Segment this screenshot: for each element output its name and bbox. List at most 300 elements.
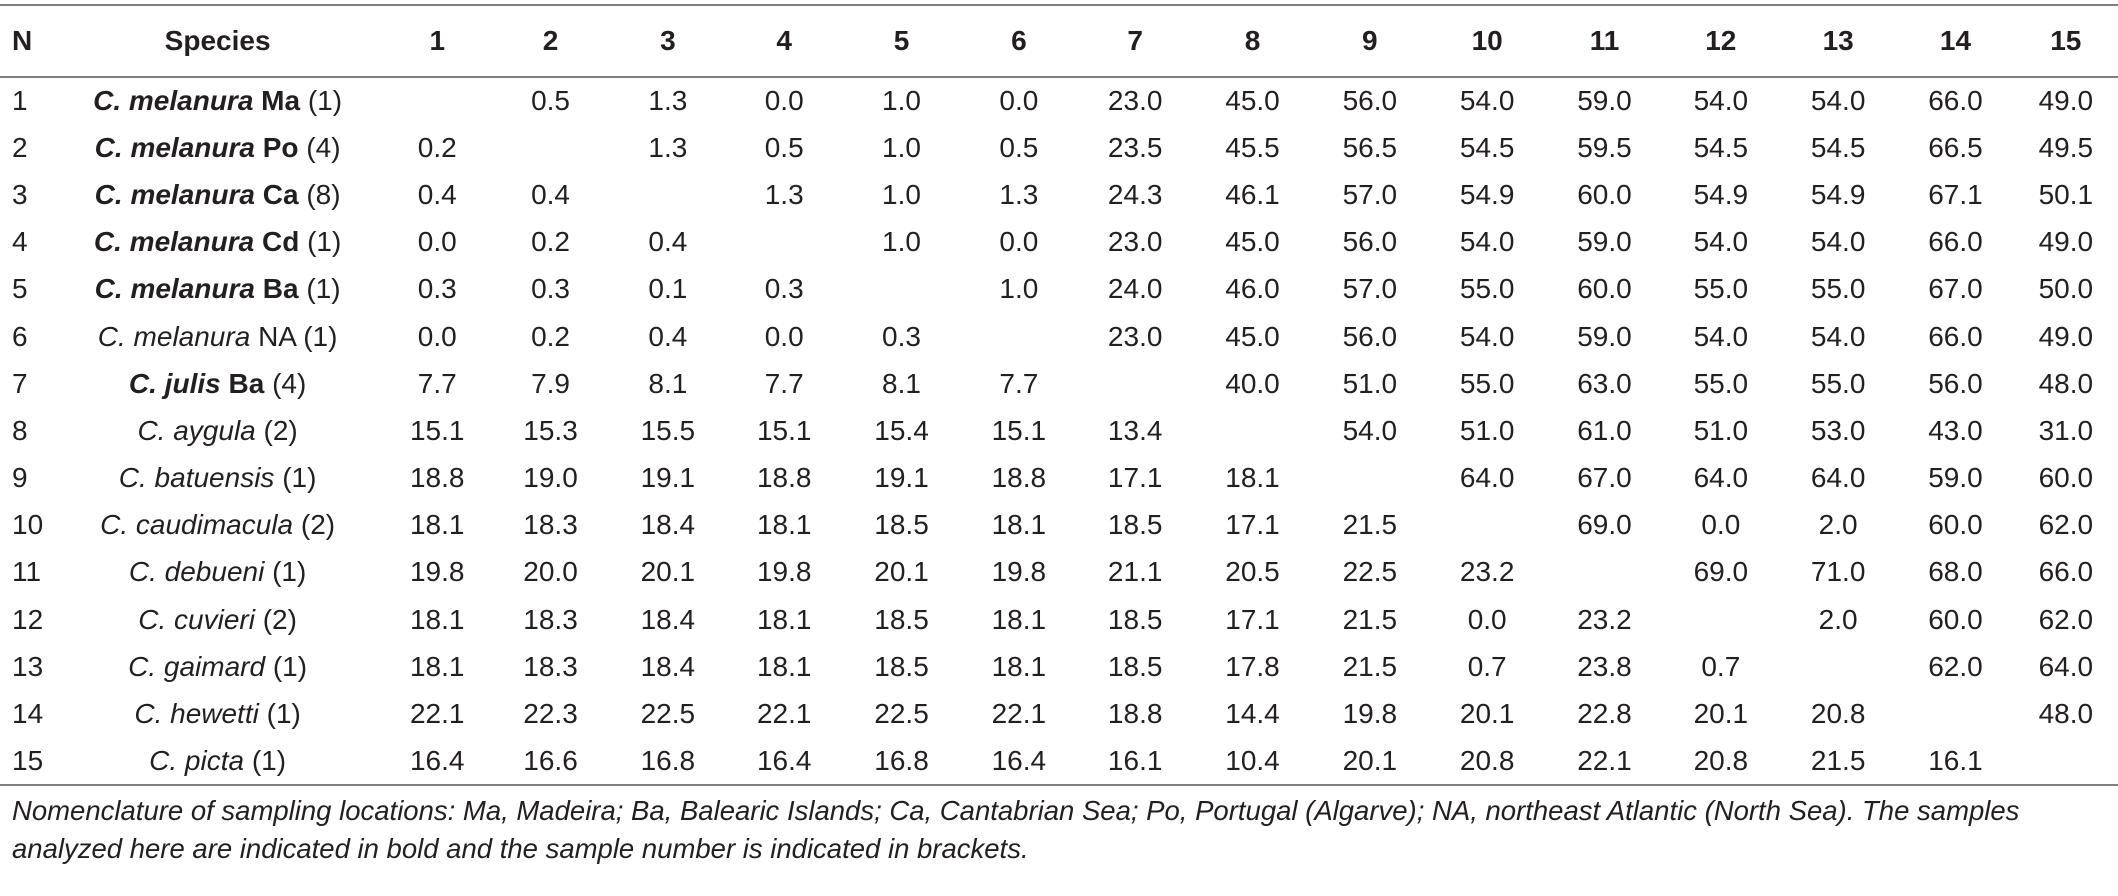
species-location: Po bbox=[262, 131, 299, 163]
distance-cell: 64.0 bbox=[2038, 650, 2094, 682]
distance-cell: 0.0 bbox=[1467, 603, 1507, 635]
species-sample-count: (2) bbox=[263, 414, 298, 446]
species-cell bbox=[52, 407, 383, 454]
species-genus: C. batuensis bbox=[118, 462, 275, 494]
species-location: NA bbox=[258, 320, 296, 352]
distance-cell: 68.0 bbox=[1928, 556, 1983, 588]
distance-cell: 18.1 bbox=[1225, 462, 1280, 494]
distance-cell: 66.0 bbox=[1928, 226, 1983, 258]
distance-cell bbox=[1546, 549, 1662, 596]
table-row bbox=[0, 360, 2118, 407]
distance-cell: 24.3 bbox=[1107, 178, 1163, 210]
distance-cell: 0.0 bbox=[999, 226, 1039, 258]
column-header-8: 8 bbox=[1193, 5, 1311, 77]
distance-cell: 66.0 bbox=[1928, 85, 1983, 117]
distance-cell: 51.0 bbox=[1459, 414, 1515, 446]
distance-cell: 18.1 bbox=[756, 650, 812, 682]
species-genus: C. hewetti bbox=[134, 698, 259, 730]
distance-cell: 22.5 bbox=[874, 698, 929, 730]
species-cell bbox=[52, 360, 383, 407]
row-number: 12 bbox=[12, 603, 44, 635]
row-number: 13 bbox=[12, 650, 44, 682]
species-sample-count: (4) bbox=[272, 367, 307, 399]
distance-cell: 1.3 bbox=[648, 85, 688, 117]
distance-cell: 54.0 bbox=[1810, 320, 1866, 352]
distance-cell: 1.0 bbox=[882, 85, 921, 117]
distance-cell: 60.0 bbox=[1577, 273, 1632, 305]
distance-cell: 59.0 bbox=[1577, 85, 1632, 117]
distance-cell: 56.0 bbox=[1342, 85, 1398, 117]
species-sample-count: (1) bbox=[251, 744, 287, 776]
table-row bbox=[0, 313, 2118, 360]
distance-cell: 54.9 bbox=[1693, 178, 1749, 210]
distance-cell: 23.0 bbox=[1107, 85, 1163, 117]
row-number: 10 bbox=[12, 509, 44, 541]
distance-cell: 20.8 bbox=[1428, 738, 1546, 785]
distance-cell: 0.0 bbox=[417, 226, 457, 258]
distance-cell: 51.0 bbox=[1342, 367, 1398, 399]
distance-cell: 18.8 bbox=[756, 462, 812, 494]
distance-cell: 19.8 bbox=[756, 556, 812, 588]
distance-cell: 56.0 bbox=[1928, 367, 1983, 399]
distance-cell: 54.0 bbox=[1810, 226, 1866, 258]
distance-cell: 18.1 bbox=[409, 509, 465, 541]
distance-cell: 21.5 bbox=[1342, 509, 1398, 541]
distance-cell: 54.9 bbox=[1459, 178, 1515, 210]
species-genus: C. melanura bbox=[93, 226, 255, 258]
header-row bbox=[0, 5, 2118, 77]
distance-cell: 15.3 bbox=[523, 414, 578, 446]
species-genus: C. melanura bbox=[97, 320, 251, 352]
distance-cell: 20.1 bbox=[1459, 698, 1515, 730]
distance-cell: 69.0 bbox=[1577, 509, 1632, 541]
distance-cell: 18.4 bbox=[640, 603, 696, 635]
distance-cell bbox=[961, 313, 1077, 360]
table-row bbox=[0, 455, 2118, 502]
distance-cell: 49.0 bbox=[2038, 85, 2094, 117]
distance-cell: 19.8 bbox=[1342, 698, 1398, 730]
row-number: 9 bbox=[12, 462, 28, 494]
species-genus: C. melanura bbox=[94, 131, 255, 163]
distance-cell: 67.1 bbox=[1928, 178, 1983, 210]
distance-cell: 23.0 bbox=[1107, 226, 1163, 258]
distance-cell: 53.0 bbox=[1810, 414, 1866, 446]
distance-cell: 7.9 bbox=[531, 367, 570, 399]
species-sample-count: (4) bbox=[306, 131, 341, 163]
distance-cell: 20.1 bbox=[1693, 698, 1749, 730]
distance-cell: 54.0 bbox=[1810, 85, 1866, 117]
distance-cell: 55.0 bbox=[1810, 367, 1866, 399]
distance-cell: 43.0 bbox=[1928, 414, 1983, 446]
distance-cell: 49.0 bbox=[2038, 226, 2094, 258]
distance-cell: 15.4 bbox=[874, 414, 929, 446]
distance-cell: 57.0 bbox=[1342, 273, 1398, 305]
column-header-5: 5 bbox=[842, 5, 960, 77]
row-number: 5 bbox=[12, 273, 28, 305]
distance-cell: 22.8 bbox=[1577, 698, 1632, 730]
species-cell bbox=[52, 124, 383, 171]
row-number: 11 bbox=[12, 556, 42, 588]
distance-cell: 13.4 bbox=[1107, 414, 1163, 446]
distance-cell bbox=[726, 219, 842, 266]
distance-cell: 17.1 bbox=[1107, 462, 1163, 494]
species-location: Ca bbox=[262, 178, 299, 210]
species-sample-count: (8) bbox=[306, 178, 341, 210]
species-genus: C. caudimacula bbox=[100, 509, 294, 541]
distance-cell: 54.5 bbox=[1810, 131, 1866, 163]
column-header-species: Species bbox=[52, 5, 383, 77]
distance-cell: 16.4 bbox=[726, 738, 842, 785]
distance-cell: 18.1 bbox=[756, 509, 812, 541]
row-number: 4 bbox=[12, 226, 28, 258]
distance-cell: 18.5 bbox=[1107, 603, 1163, 635]
distance-cell: 0.2 bbox=[531, 226, 570, 258]
distance-cell: 18.1 bbox=[991, 650, 1047, 682]
species-genus: C. melanura bbox=[93, 85, 254, 117]
distance-cell: 45.0 bbox=[1225, 226, 1280, 258]
distance-cell: 18.1 bbox=[409, 603, 465, 635]
row-number: 7 bbox=[12, 367, 28, 399]
distance-cell: 18.1 bbox=[991, 509, 1047, 541]
species-genus: C. melanura bbox=[94, 178, 255, 210]
distance-cell: 54.0 bbox=[1342, 414, 1398, 446]
distance-cell: 48.0 bbox=[2038, 367, 2094, 399]
distance-cell: 16.4 bbox=[961, 738, 1077, 785]
table-row bbox=[0, 549, 2118, 596]
distance-cell: 59.0 bbox=[1577, 226, 1632, 258]
row-number: 2 bbox=[12, 131, 28, 163]
distance-cell: 56.0 bbox=[1342, 226, 1398, 258]
distance-cell: 0.4 bbox=[531, 178, 570, 210]
species-location: Cd bbox=[261, 226, 300, 258]
column-header-4: 4 bbox=[726, 5, 842, 77]
distance-cell bbox=[1663, 596, 1779, 643]
row-number: 6 bbox=[12, 320, 28, 352]
species-sample-count: (2) bbox=[300, 509, 336, 541]
distance-cell: 1.3 bbox=[764, 178, 804, 210]
distance-cell: 22.1 bbox=[1546, 738, 1662, 785]
species-cell bbox=[52, 219, 383, 266]
distance-cell: 23.2 bbox=[1459, 556, 1515, 588]
distance-cell: 23.2 bbox=[1577, 603, 1632, 635]
distance-cell: 20.0 bbox=[523, 556, 578, 588]
distance-cell: 18.5 bbox=[1107, 650, 1163, 682]
distance-cell: 15.1 bbox=[756, 414, 812, 446]
distance-cell: 22.5 bbox=[1342, 556, 1398, 588]
distance-cell: 60.0 bbox=[1928, 603, 1983, 635]
distance-cell: 54.0 bbox=[1693, 226, 1749, 258]
distance-cell: 54.0 bbox=[1459, 320, 1515, 352]
distance-cell: 0.0 bbox=[417, 320, 457, 352]
species-cell bbox=[52, 171, 383, 218]
distance-cell: 54.0 bbox=[1459, 226, 1515, 258]
distance-cell: 17.8 bbox=[1225, 650, 1280, 682]
distance-cell: 18.1 bbox=[409, 650, 465, 682]
row-number: 15 bbox=[0, 738, 52, 785]
distance-cell: 22.3 bbox=[523, 698, 578, 730]
distance-cell: 54.5 bbox=[1459, 131, 1515, 163]
table-row bbox=[0, 266, 2118, 313]
distance-cell: 21.1 bbox=[1107, 556, 1163, 588]
distance-cell bbox=[383, 77, 491, 124]
distance-cell: 18.1 bbox=[991, 603, 1047, 635]
distance-cell: 55.0 bbox=[1459, 273, 1515, 305]
distance-cell: 18.3 bbox=[523, 650, 578, 682]
distance-cell: 19.8 bbox=[991, 556, 1047, 588]
species-sample-count: (1) bbox=[272, 556, 307, 588]
distance-cell: 60.0 bbox=[2038, 462, 2094, 494]
distance-cell: 22.5 bbox=[640, 698, 696, 730]
distance-cell: 10.4 bbox=[1193, 738, 1311, 785]
row-number: 14 bbox=[12, 698, 44, 730]
distance-cell: 18.5 bbox=[874, 650, 929, 682]
distance-cell: 0.5 bbox=[764, 131, 804, 163]
distance-cell: 17.1 bbox=[1225, 509, 1280, 541]
distance-cell: 45.0 bbox=[1225, 320, 1280, 352]
species-location: Ba bbox=[262, 273, 299, 305]
distance-cell: 1.0 bbox=[882, 178, 921, 210]
distance-cell: 16.1 bbox=[1897, 738, 2013, 785]
distance-cell: 20.8 bbox=[1810, 698, 1866, 730]
column-header-9: 9 bbox=[1312, 5, 1428, 77]
distance-cell: 54.5 bbox=[1693, 131, 1749, 163]
species-sample-count: (1) bbox=[307, 85, 343, 117]
distance-cell: 18.5 bbox=[874, 603, 929, 635]
row-number: 8 bbox=[12, 414, 28, 446]
table-row bbox=[0, 502, 2118, 549]
distance-cell: 62.0 bbox=[2038, 509, 2094, 541]
distance-cell: 20.1 bbox=[640, 556, 696, 588]
table-row bbox=[0, 171, 2118, 218]
distance-cell: 18.8 bbox=[991, 462, 1047, 494]
distance-cell: 50.1 bbox=[2038, 178, 2094, 210]
distance-cell bbox=[610, 171, 726, 218]
species-sample-count: (1) bbox=[282, 462, 317, 494]
distance-cell bbox=[1312, 455, 1428, 502]
distance-cell: 0.4 bbox=[648, 226, 688, 258]
species-location: Ma bbox=[261, 85, 301, 117]
distance-cell: 56.0 bbox=[1342, 320, 1398, 352]
distance-cell: 59.5 bbox=[1577, 131, 1632, 163]
species-sample-count: (1) bbox=[307, 226, 342, 258]
distance-cell: 64.0 bbox=[1693, 462, 1749, 494]
distance-cell: 20.1 bbox=[1312, 738, 1428, 785]
distance-cell: 18.4 bbox=[640, 509, 696, 541]
distance-cell: 20.8 bbox=[1663, 738, 1779, 785]
distance-cell: 31.0 bbox=[2038, 414, 2094, 446]
distance-cell: 54.0 bbox=[1693, 320, 1749, 352]
distance-cell: 1.0 bbox=[882, 131, 921, 163]
distance-cell: 45.0 bbox=[1225, 85, 1280, 117]
distance-cell: 0.4 bbox=[417, 178, 457, 210]
distance-cell: 49.5 bbox=[2038, 131, 2094, 163]
species-cell bbox=[52, 643, 383, 690]
distance-cell: 55.0 bbox=[1810, 273, 1866, 305]
distance-cell: 57.0 bbox=[1342, 178, 1398, 210]
column-header-1: 1 bbox=[383, 5, 491, 77]
species-sample-count: (1) bbox=[266, 698, 301, 730]
distance-cell: 15.1 bbox=[991, 414, 1047, 446]
distance-cell: 45.5 bbox=[1225, 131, 1280, 163]
distance-cell: 0.4 bbox=[648, 320, 688, 352]
distance-cell: 40.0 bbox=[1225, 367, 1280, 399]
column-header-12: 12 bbox=[1663, 5, 1779, 77]
distance-cell bbox=[1077, 360, 1193, 407]
species-cell bbox=[52, 690, 383, 737]
species-sample-count: (2) bbox=[262, 603, 297, 635]
species-genus: C. picta bbox=[149, 744, 245, 776]
distance-cell: 19.1 bbox=[874, 462, 929, 494]
distance-cell: 16.6 bbox=[491, 738, 609, 785]
distance-cell: 59.0 bbox=[1928, 462, 1983, 494]
distance-cell: 19.1 bbox=[640, 462, 696, 494]
distance-cell: 66.0 bbox=[1928, 320, 1983, 352]
distance-cell: 63.0 bbox=[1577, 367, 1632, 399]
species-location: Ba bbox=[228, 367, 265, 399]
distance-cell: 0.3 bbox=[882, 320, 921, 352]
distance-cell: 64.0 bbox=[1459, 462, 1515, 494]
distance-cell: 0.3 bbox=[764, 273, 804, 305]
species-genus: C. julis bbox=[128, 367, 221, 399]
distance-cell: 55.0 bbox=[1693, 367, 1749, 399]
distance-cell bbox=[1428, 502, 1546, 549]
distance-cell: 0.0 bbox=[764, 85, 804, 117]
species-genus: C. cuvieri bbox=[138, 603, 255, 635]
distance-cell: 7.7 bbox=[999, 367, 1039, 399]
column-header-14: 14 bbox=[1897, 5, 2013, 77]
distance-cell: 17.1 bbox=[1225, 603, 1280, 635]
column-header-2: 2 bbox=[491, 5, 609, 77]
distance-cell: 1.3 bbox=[648, 131, 688, 163]
distance-cell: 51.0 bbox=[1693, 414, 1749, 446]
species-cell bbox=[52, 738, 383, 785]
distance-cell: 60.0 bbox=[1577, 178, 1632, 210]
distance-cell: 18.8 bbox=[1107, 698, 1163, 730]
distance-cell: 22.1 bbox=[991, 698, 1047, 730]
distance-cell: 18.4 bbox=[640, 650, 696, 682]
species-cell bbox=[52, 549, 383, 596]
distance-cell: 23.8 bbox=[1577, 650, 1632, 682]
distance-cell: 21.5 bbox=[1342, 650, 1398, 682]
row-number: 1 bbox=[12, 85, 28, 117]
table-footnote: Nomenclature of sampling locations: Ma, Madeira; Ba, Balearic Islands; Ca, Cantabrian Sea; Po, Portugal (Algarve); NA, northeast Atlantic (North Sea). The samples analyzed here are indicated in bold and the sample number is indicated in brackets. bbox=[12, 795, 2020, 864]
distance-cell: 15.1 bbox=[409, 414, 465, 446]
distance-cell: 22.1 bbox=[756, 698, 812, 730]
distance-cell: 49.0 bbox=[2038, 320, 2094, 352]
distance-cell bbox=[1897, 690, 2013, 737]
distance-cell: 1.0 bbox=[882, 226, 921, 258]
distance-cell: 61.0 bbox=[1577, 414, 1632, 446]
distance-cell: 18.3 bbox=[523, 509, 578, 541]
table-row bbox=[0, 124, 2118, 171]
species-cell bbox=[52, 266, 383, 313]
distance-cell: 19.8 bbox=[409, 556, 465, 588]
column-header-n: N bbox=[0, 5, 52, 77]
distance-cell: 16.8 bbox=[610, 738, 726, 785]
distance-cell bbox=[1779, 643, 1897, 690]
distance-cell: 69.0 bbox=[1693, 556, 1749, 588]
distance-cell: 59.0 bbox=[1577, 320, 1632, 352]
distance-cell: 0.5 bbox=[999, 131, 1039, 163]
distance-cell: 21.5 bbox=[1779, 738, 1897, 785]
species-cell bbox=[52, 77, 383, 124]
table-row bbox=[0, 738, 2118, 785]
distance-cell: 54.0 bbox=[1459, 85, 1515, 117]
table-row bbox=[0, 77, 2118, 124]
distance-cell: 18.5 bbox=[874, 509, 929, 541]
distance-cell: 54.0 bbox=[1693, 85, 1749, 117]
table-body bbox=[0, 77, 2118, 785]
distance-cell: 14.4 bbox=[1225, 698, 1280, 730]
distance-cell: 55.0 bbox=[1459, 367, 1515, 399]
distance-cell: 55.0 bbox=[1693, 273, 1749, 305]
species-sample-count: (1) bbox=[272, 650, 308, 682]
table-row bbox=[0, 643, 2118, 690]
distance-cell: 0.7 bbox=[1701, 650, 1741, 682]
distance-cell: 54.9 bbox=[1810, 178, 1866, 210]
distance-cell: 15.5 bbox=[640, 414, 696, 446]
distance-cell: 71.0 bbox=[1810, 556, 1866, 588]
distance-cell bbox=[2014, 738, 2118, 785]
distance-cell: 24.0 bbox=[1107, 273, 1163, 305]
column-header-15: 15 bbox=[2014, 5, 2118, 77]
distance-cell: 62.0 bbox=[2038, 603, 2094, 635]
row-number: 3 bbox=[12, 178, 28, 210]
distance-cell: 0.0 bbox=[999, 85, 1039, 117]
distance-cell: 21.5 bbox=[1342, 603, 1398, 635]
distance-cell: 20.1 bbox=[874, 556, 929, 588]
distance-cell: 62.0 bbox=[1928, 650, 1983, 682]
distance-cell: 16.8 bbox=[842, 738, 960, 785]
distance-cell: 67.0 bbox=[1928, 273, 1983, 305]
column-header-7: 7 bbox=[1077, 5, 1193, 77]
distance-cell: 16.1 bbox=[1077, 738, 1193, 785]
distance-cell: 0.0 bbox=[1701, 509, 1741, 541]
distance-cell: 46.0 bbox=[1225, 273, 1280, 305]
distance-cell: 0.5 bbox=[531, 85, 570, 117]
distance-cell: 7.7 bbox=[417, 367, 457, 399]
distance-cell: 0.2 bbox=[531, 320, 570, 352]
column-header-11: 11 bbox=[1546, 5, 1662, 77]
distance-cell: 0.1 bbox=[648, 273, 688, 305]
distance-cell: 0.0 bbox=[764, 320, 804, 352]
table-row bbox=[0, 407, 2118, 454]
distance-cell: 18.5 bbox=[1107, 509, 1163, 541]
distance-cell: 18.1 bbox=[756, 603, 812, 635]
column-header-10: 10 bbox=[1428, 5, 1546, 77]
column-header-13: 13 bbox=[1779, 5, 1897, 77]
species-sample-count: (1) bbox=[306, 273, 341, 305]
distance-cell: 0.3 bbox=[531, 273, 570, 305]
distance-cell: 2.0 bbox=[1818, 509, 1858, 541]
distance-cell: 0.3 bbox=[417, 273, 457, 305]
distance-cell: 50.0 bbox=[2038, 273, 2094, 305]
distance-cell: 48.0 bbox=[2038, 698, 2094, 730]
distance-cell: 60.0 bbox=[1928, 509, 1983, 541]
distance-cell: 23.5 bbox=[1107, 131, 1163, 163]
species-genus: C. melanura bbox=[94, 273, 255, 305]
species-sample-count: (1) bbox=[303, 320, 338, 352]
species-cell bbox=[52, 313, 383, 360]
table-row bbox=[0, 596, 2118, 643]
distance-cell: 22.1 bbox=[409, 698, 465, 730]
distance-cell: 23.0 bbox=[1107, 320, 1163, 352]
distance-cell: 2.0 bbox=[1818, 603, 1858, 635]
distance-cell: 0.7 bbox=[1467, 650, 1507, 682]
column-header-3: 3 bbox=[610, 5, 726, 77]
table-row bbox=[0, 690, 2118, 737]
species-genus: C. debueni bbox=[128, 556, 265, 588]
